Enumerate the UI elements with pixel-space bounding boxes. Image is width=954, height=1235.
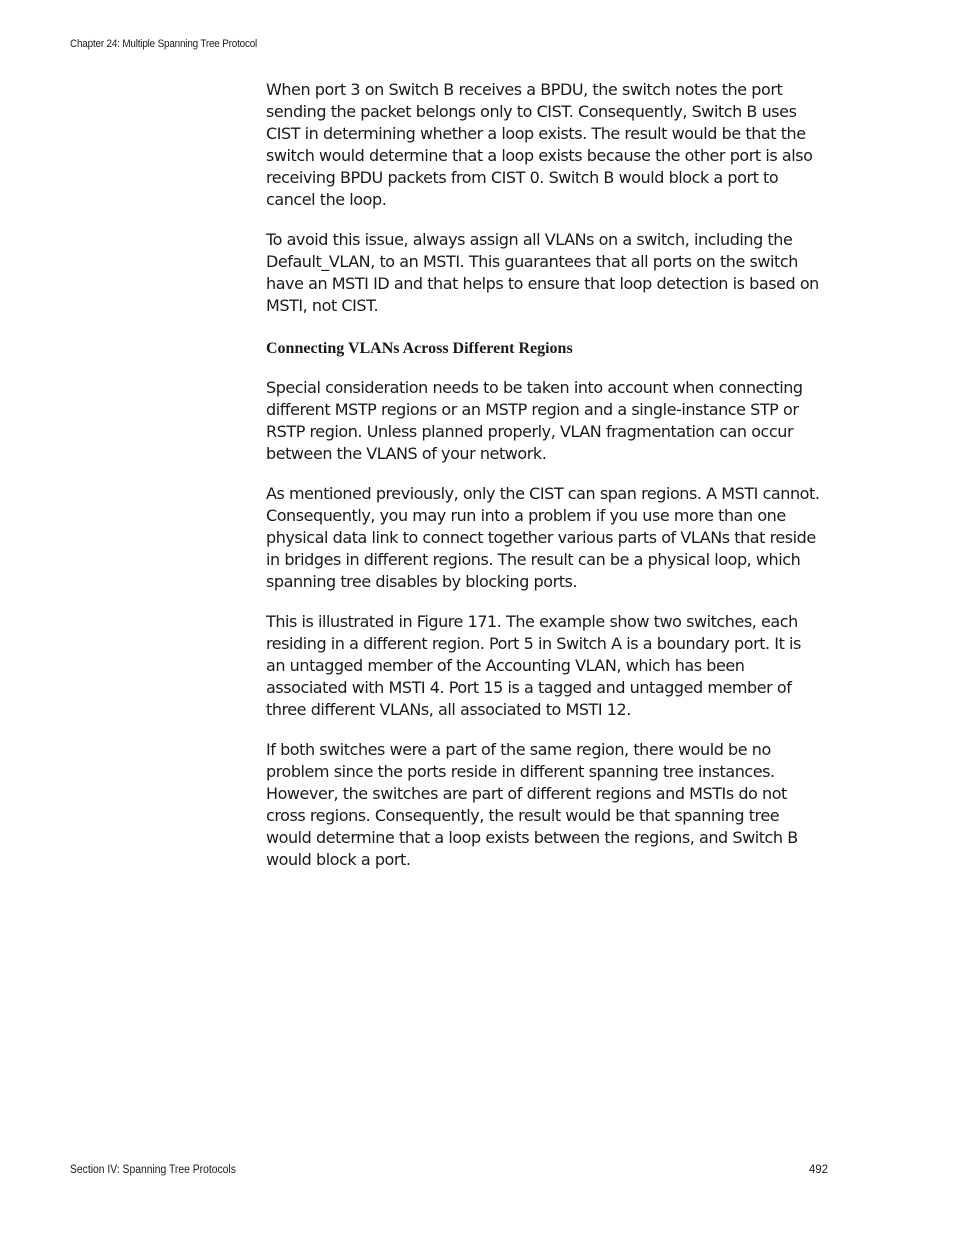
text-line: However, the switches are part of different regions and MSTIs do not — [266, 784, 787, 803]
text-line: residing in a different region. Port 5 in Switch A is a boundary port. It is — [266, 634, 801, 653]
text-line: MSTI, not CIST. — [266, 296, 379, 315]
text-line: would determine that a loop exists between the regions, and Switch B — [266, 828, 798, 847]
paragraph-5 — [266, 611, 828, 721]
text-line: problem since the ports reside in different spanning tree instances. — [266, 762, 775, 781]
section-subheading: Connecting VLANs Across Different Regions — [266, 340, 573, 357]
text-line: When port 3 on Switch B receives a BPDU, the switch notes the port — [266, 80, 783, 99]
text-line: three different VLANs, all associated to MSTI 12. — [266, 700, 631, 719]
page-content — [266, 79, 828, 889]
page-number: 492 — [808, 1164, 828, 1176]
text-line: This is illustrated in Figure 171. The example show two switches, each — [266, 612, 798, 631]
text-line: Default_VLAN, to an MSTI. This guarantees that all ports on the switch — [266, 252, 798, 271]
text-line: switch would determine that a loop exists because the other port is also — [266, 146, 813, 165]
text-line: in bridges in different regions. The result can be a physical loop, which — [266, 550, 801, 569]
chapter-title: Chapter 24: Multiple Spanning Tree Protocol — [70, 38, 258, 50]
text-line: Special consideration needs to be taken into account when connecting — [266, 378, 803, 397]
footer-page-number — [809, 1164, 828, 1176]
paragraph-6 — [266, 739, 828, 871]
text-line: receiving BPDU packets from CIST 0. Switch B would block a port to — [266, 168, 779, 187]
running-header — [70, 38, 257, 50]
text-line: different MSTP regions or an MSTP region and a single-instance STP or — [266, 400, 799, 419]
text-line: sending the packet belongs only to CIST. Consequently, Switch B uses — [266, 102, 797, 121]
text-line: cancel the loop. — [266, 190, 387, 209]
paragraph-3 — [266, 377, 828, 465]
text-line: associated with MSTI 4. Port 15 is a tagged and untagged member of — [266, 678, 792, 697]
text-line: cross regions. Consequently, the result would be that spanning tree — [266, 806, 780, 825]
footer-section-title — [70, 1164, 236, 1176]
text-line: If both switches were a part of the same region, there would be no — [266, 740, 771, 759]
text-line: To avoid this issue, always assign all VLANs on a switch, including the — [266, 230, 793, 249]
section-title: Section IV: Spanning Tree Protocols — [70, 1164, 236, 1176]
text-line: have an MSTI ID and that helps to ensure that loop detection is based on — [266, 274, 819, 293]
text-line: CIST in determining whether a loop exists. The result would be that the — [266, 124, 806, 143]
paragraph-1 — [266, 79, 828, 211]
text-line: Consequently, you may run into a problem if you use more than one — [266, 506, 786, 525]
paragraph-4 — [266, 483, 828, 593]
text-line: spanning tree disables by blocking ports. — [266, 572, 578, 591]
text-line: between the VLANS of your network. — [266, 444, 547, 463]
text-line: an untagged member of the Accounting VLAN, which has been — [266, 656, 745, 675]
paragraph-2 — [266, 229, 828, 317]
text-line: physical data link to connect together various parts of VLANs that reside — [266, 528, 816, 547]
text-line: As mentioned previously, only the CIST can span regions. A MSTI cannot. — [266, 484, 820, 503]
text-line: would block a port. — [266, 850, 411, 869]
text-line: RSTP region. Unless planned properly, VLAN fragmentation can occur — [266, 422, 794, 441]
